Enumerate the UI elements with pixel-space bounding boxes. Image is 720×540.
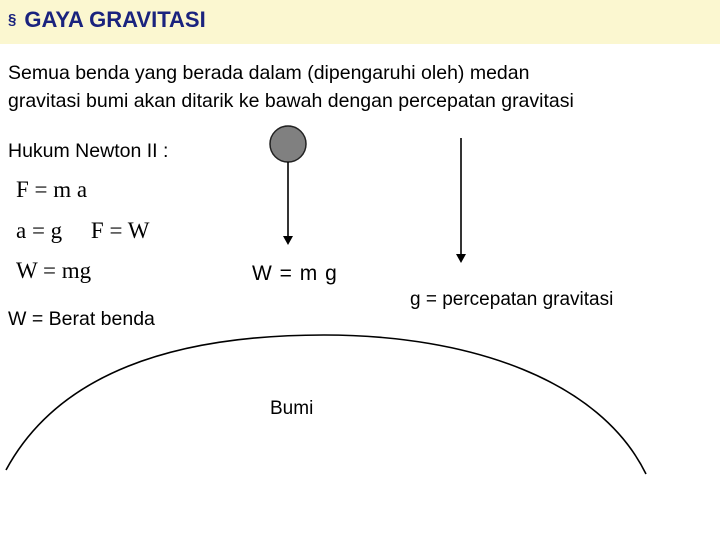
gravity-arrow-head-icon — [456, 254, 466, 263]
equation-weight: W = mg — [16, 258, 92, 283]
gravity-definition: g = percepatan gravitasi — [410, 289, 614, 310]
slide-title-text: GAYA GRAVITASI — [24, 7, 206, 32]
weight-definition: W = Berat benda — [8, 308, 155, 330]
equation-acceleration: a = g F = W — [16, 218, 150, 243]
newton-law-label: Hukum Newton II : — [8, 140, 169, 162]
weight-formula: W = m g — [252, 262, 338, 285]
intro-line-2: gravitasi bumi akan ditarik ke bawah dengan percepatan gravitasi — [8, 90, 574, 112]
equation-force: F = m a — [16, 177, 88, 202]
earth-label: Bumi — [270, 398, 314, 419]
weight-arrow-head-icon — [283, 236, 293, 245]
object-ball-icon — [270, 126, 306, 162]
intro-line-1: Semua benda yang berada dalam (dipengaruhi oleh) medan — [8, 62, 530, 84]
bullet-icon: § — [8, 11, 17, 28]
earth-surface-arc — [6, 335, 646, 474]
